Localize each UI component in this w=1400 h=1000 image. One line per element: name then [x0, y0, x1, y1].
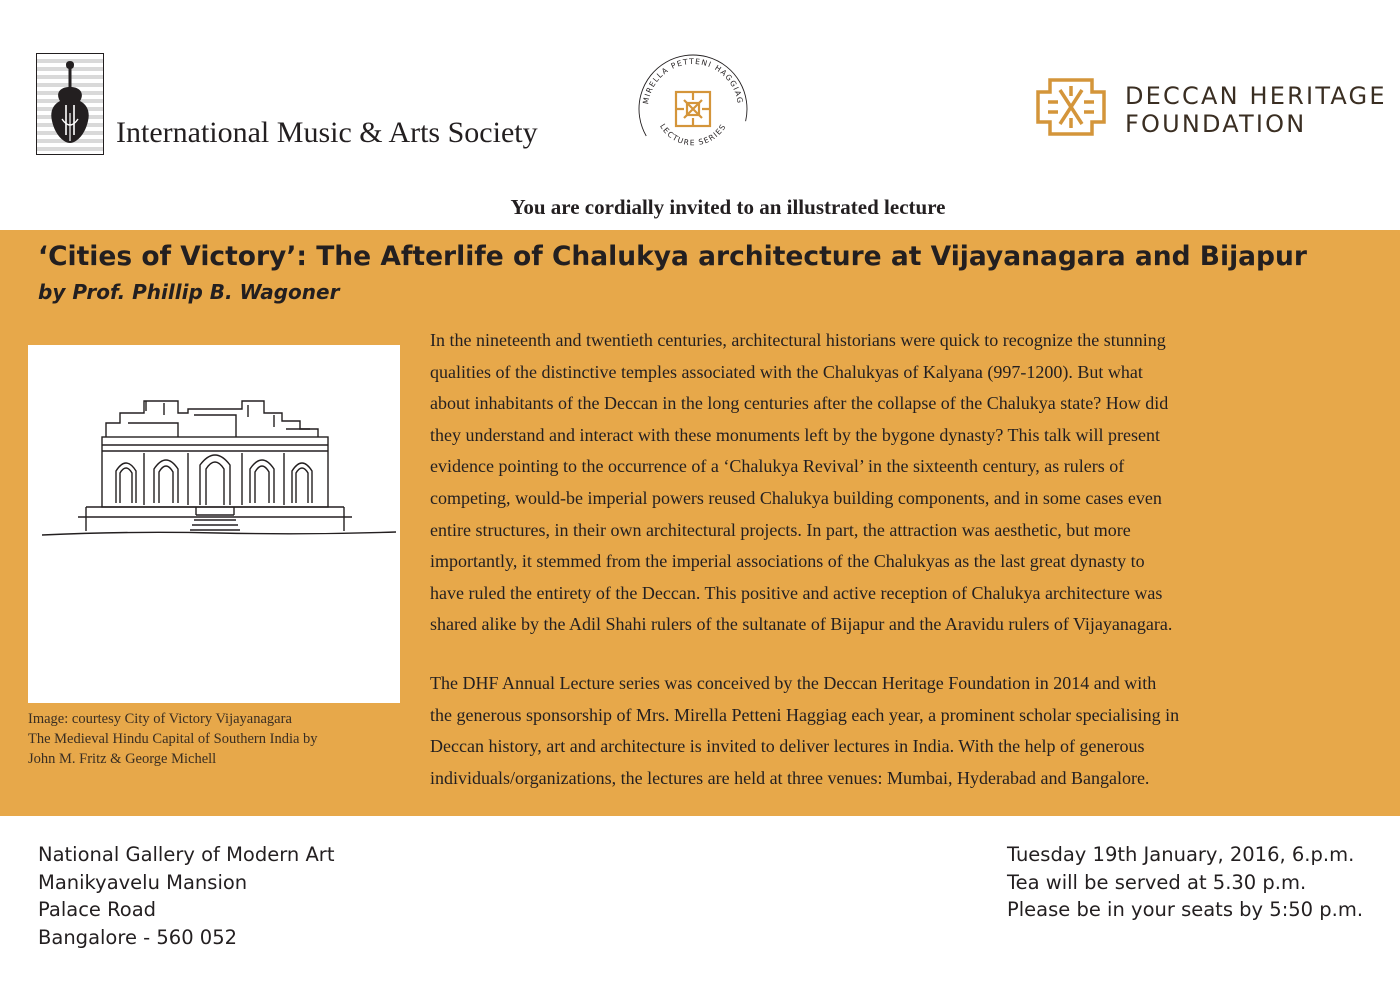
abstract-line: evidence pointing to the occurrence of a ‘Chalukya Revival’ in the sixteenth century, as rulers of — [430, 456, 1125, 477]
lecture-abstract — [430, 325, 1370, 641]
invitation-line: You are cordially invited to an illustrated lecture — [510, 195, 946, 219]
dhf-name-line-2: FOUNDATION — [1125, 110, 1307, 138]
abstract-line: have ruled the entirety of the Deccan. This positive and active reception of Chalukya architecture was — [430, 582, 1163, 603]
abstract-line: In the nineteenth and twentieth centuries, architectural historians were quick to recognize the stunning — [430, 330, 1166, 350]
venue-line: Bangalore - 560 052 — [38, 925, 238, 949]
lecture-speaker: by Prof. Phillip B. Wagoner — [38, 280, 340, 304]
caption-line: John M. Fritz & George Michell — [28, 751, 217, 767]
timing-line: Tuesday 19th January, 2016, 6.p.m. — [1007, 843, 1355, 866]
dhf-emblem-icon — [1036, 78, 1106, 136]
abstract-line: importantly, it stemmed from the imperial associations of the Chalukyas as the last great dynasty to — [430, 551, 1145, 572]
abstract-line: shared alike by the Adil Shahi rulers of the sultanate of Bijapur and the Aravidu rulers of Vijayanagara. — [430, 614, 1173, 635]
lecture-title: ‘Cities of Victory’: The Afterlife of Chalukya architecture at Vijayanagara and Bijapur — [38, 241, 1307, 272]
abstract-line: entire structures, in their own architectural projects. In part, the attraction was aesthetic, but more — [430, 519, 1131, 540]
imas-society-name: International Music & Arts Society — [116, 116, 538, 149]
abstract-line: about inhabitants of the Deccan in the long centuries after the collapse of the Chalukya state? How did — [430, 393, 1169, 414]
venue-line: National Gallery of Modern Art — [38, 843, 335, 866]
series-line: The DHF Annual Lecture series was conceived by the Deccan Heritage Foundation in 2014 and with — [430, 673, 1157, 693]
abstract-line: qualities of the distinctive temples associated with the Chalukyas of Kalyana (997-1200). But what — [430, 361, 1143, 382]
abstract-line: they understand and interact with these monuments left by the bygone dynasty? This talk will present — [430, 424, 1161, 445]
series-line: Deccan history, art and architecture is invited to deliver lectures in India. With the help of generous — [430, 736, 1145, 757]
lecture-series-description — [430, 668, 1370, 794]
venue-address — [38, 841, 334, 951]
seal-ring-text-bottom: LECTURE SERIES — [658, 121, 728, 148]
venue-line: Palace Road — [38, 898, 157, 921]
venue-line: Manikyavelu Mansion — [38, 870, 248, 894]
image-caption — [28, 709, 408, 769]
caption-line: Image: courtesy City of Victory Vijayanagara — [28, 711, 292, 727]
series-line: the generous sponsorship of Mrs. Mirella Petteni Haggiag each year, a prominent scholar specialising in — [430, 704, 1180, 725]
seal-ring-text-top: MIRELLA PETTENI HAGGIAG — [641, 56, 745, 105]
violin-logo-icon — [36, 53, 104, 155]
event-timing — [1007, 841, 1363, 924]
abstract-line: competing, would-be imperial powers reused Chalukya building components, and in some cases even — [430, 487, 1162, 508]
caption-line: The Medieval Hindu Capital of Southern India by — [28, 731, 318, 747]
monument-sketch-image — [28, 345, 400, 703]
timing-line: Tea will be served at 5.30 p.m. — [1007, 870, 1307, 894]
timing-line: Please be in your seats by 5:50 p.m. — [1007, 898, 1364, 921]
series-line: individuals/organizations, the lectures are held at three venues: Mumbai, Hyderabad and Bangalore. — [430, 767, 1150, 788]
lecture-series-seal-icon — [630, 46, 756, 172]
dhf-name-line-1: DECCAN HERITAGE — [1125, 82, 1387, 110]
